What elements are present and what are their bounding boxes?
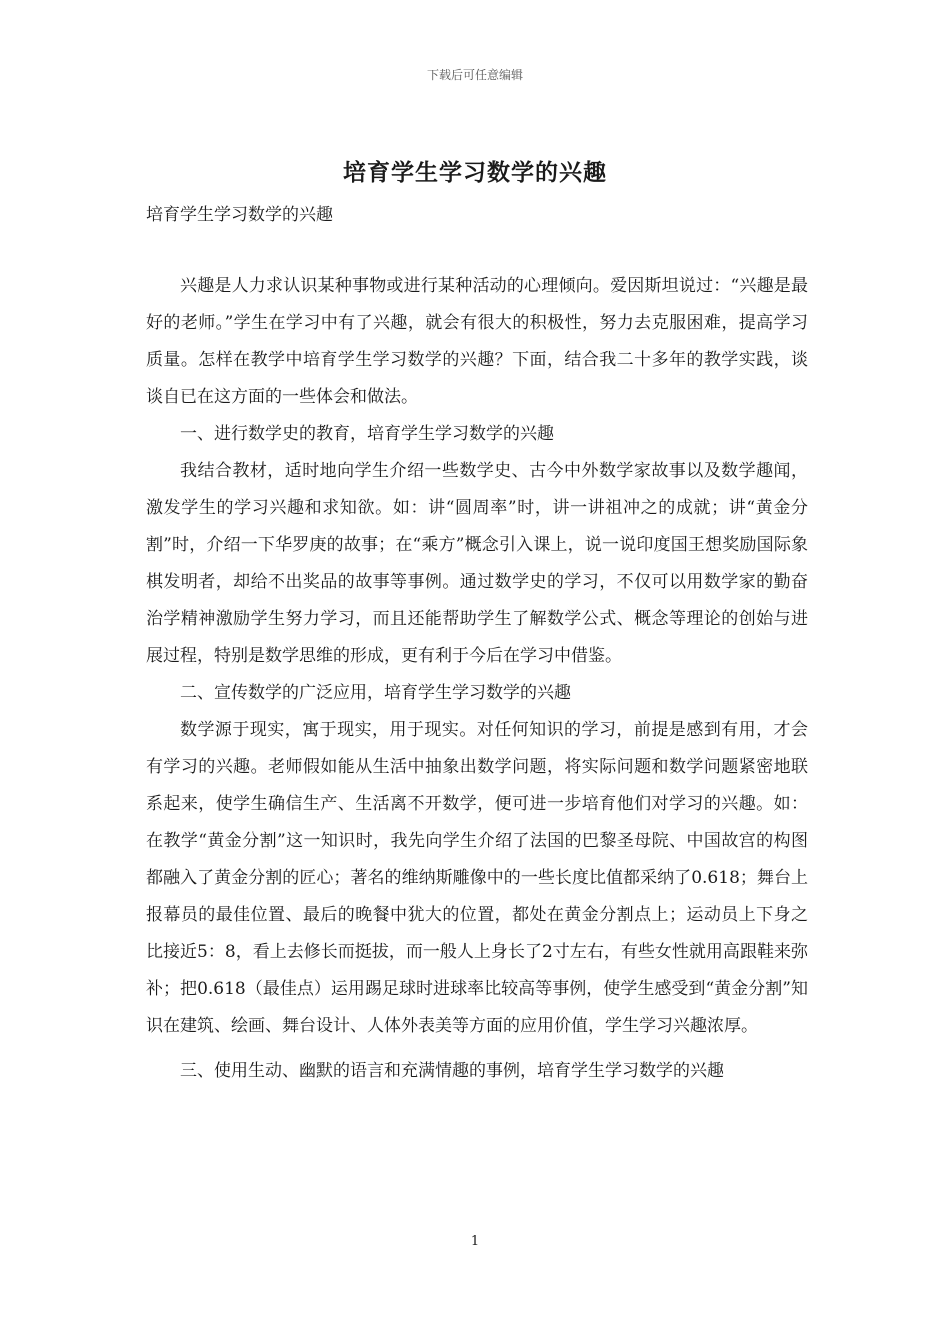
- document-subtitle: 培育学生学习数学的兴趣: [146, 205, 333, 225]
- paragraph-intro: 兴趣是人力求认识某种事物或进行某种活动的心理倾向。爱因斯坦说过：“兴趣是最好的老师。”学生在学习中有了兴趣，就会有很大的积极性，努力去克服困难，提高学习质量。怎样在教学中培育学生学习数学的兴趣？下面，结合我二十多年的教学实践，谈谈自已在这方面的一些体会和做法。: [146, 276, 808, 407]
- document-body: [146, 268, 808, 1090]
- section-heading-3: 三、使用生动、幽默的语言和充满情趣的事例，培育学生学习数学的兴趣: [180, 1061, 724, 1081]
- paragraph-section-2: 数学源于现实，寓于现实，用于现实。对任何知识的学习，前提是感到有用，才会有学习的兴趣。老师假如能从生活中抽象出数学问题，将实际问题和数学问题紧密地联系起来，使学生确信生产、生活离不开数学，便可进一步培育他们对学习的兴趣。如：在教学“黄金分割”这一知识时，我先向学生介绍了法国的巴黎圣母院、中国故宫的构图都融入了黄金分割的匠心；著名的维纳斯雕像中的一些长度比值都采纳了0.618；舞台上报幕员的最佳位置、最后的晚餐中犹大的位置，都处在黄金分割点上；运动员上下身之比接近5：8，看上去修长而挺拔，而一般人上身长了2寸左右，有些女性就用高跟鞋来弥补；把0.618（最佳点）运用踢足球时进球率比较高等事例，使学生感受到“黄金分割”知识在建筑、绘画、舞台设计、人体外表美等方面的应用价值，学生学习兴趣浓厚。: [146, 720, 808, 1036]
- paragraph-section-1: 我结合教材，适时地向学生介绍一些数学史、古今中外数学家故事以及数学趣闻，激发学生的学习兴趣和求知欲。如：讲“圆周率”时，讲一讲祖冲之的成就；讲“黄金分割”时，介绍一下华罗庚的故事；在“乘方”概念引入课上，说一说印度国王想奖励国际象棋发明者，却给不出奖品的故事等事例。通过数学史的学习，不仅可以用数学家的勤奋治学精神激励学生努力学习，而且还能帮助学生了解数学公式、概念等理论的创始与进展过程，特别是数学思维的形成，更有利于今后在学习中借鉴。: [146, 461, 808, 666]
- header-note: 下载后可任意编辑: [426, 68, 523, 82]
- section-heading-2: 二、宣传数学的广泛应用，培育学生学习数学的兴趣: [180, 683, 571, 703]
- page-number: 1: [470, 1234, 480, 1249]
- document-title: 培育学生学习数学的兴趣: [343, 159, 607, 186]
- section-heading-1: 一、进行数学史的教育，培育学生学习数学的兴趣: [180, 424, 554, 444]
